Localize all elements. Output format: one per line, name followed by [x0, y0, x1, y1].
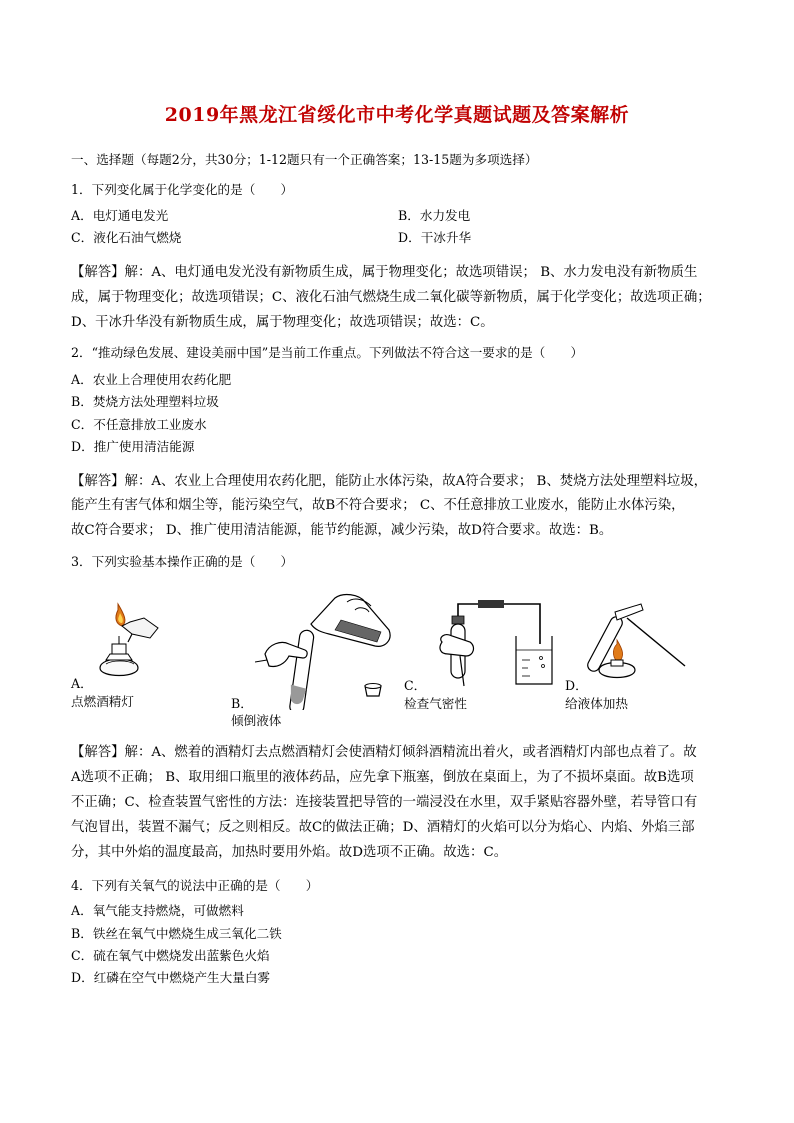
- q3-stem: 3．下列实验基本操作正确的是（ ）: [71, 554, 294, 569]
- q3-option-c-label: 检查气密性: [404, 696, 467, 711]
- q1-stem: 1．下列变化属于化学变化的是（ ）: [71, 182, 294, 197]
- q3-answer-line-4: 气泡冒出，装置不漏气；反之则相反。故C的做法正确；D、酒精灯的火焰可以分为焰心、内焰、外焰三部: [71, 820, 695, 835]
- q4-option-b: B．铁丝在氧气中燃烧生成三氧化二铁: [71, 926, 282, 941]
- q3-option-d-letter: D．: [565, 678, 588, 693]
- q4-option-c: C．硫在氧气中燃烧发出蓝紫色火焰: [71, 948, 270, 963]
- q1-answer-line-1: 【解答】解：A、电灯通电发光没有新物质生成，属于物理变化；故选项错误； B、水力发电没有新物质生: [71, 265, 698, 280]
- q3-option-b-letter: B．: [231, 696, 253, 711]
- q1-option-d: D．干冰升华: [398, 230, 472, 245]
- q1-option-c: C．液化石油气燃烧: [71, 230, 182, 245]
- q3-answer-line-5: 分，其中外焰的温度最高，加热时要用外焰。故D选项不正确。故选：C。: [71, 845, 508, 860]
- section-heading: 一、选择题（每题2分，共30分；1-12题只有一个正确答案；13-15题为多项选择）: [71, 152, 538, 167]
- q3-option-a-label: 点燃酒精灯: [71, 694, 134, 709]
- q2-answer-line-3: 故C符合要求； D、推广使用清洁能源，能节约能源，减少污染，故D符合要求。故选：B。: [71, 523, 613, 538]
- q2-option-c: C．不任意排放工业废水: [71, 417, 207, 432]
- q3-answer-line-3: 不正确；C、检查装置气密性的方法：连接装置把导管的一端浸没在水里，双手紧贴容器外壁，若导管口有: [71, 795, 698, 810]
- q2-option-d: D．推广使用清洁能源: [71, 439, 195, 454]
- q2-answer-line-1: 【解答】解：A、农业上合理使用农药化肥，能防止水体污染，故A符合要求； B、焚烧方法处理塑料垃圾，: [71, 474, 708, 489]
- q2-answer-line-2: 能产生有害气体和烟尘等，能污染空气，故B不符合要求； C、不任意排放工业废水，能防止水体污染，: [71, 498, 685, 513]
- q1-option-a: A．电灯通电发光: [71, 208, 169, 223]
- airtightness-check-figure: [420, 598, 560, 690]
- q4-stem: 4．下列有关氧气的说法中正确的是（ ）: [71, 878, 319, 893]
- q2-stem: 2．“推动绿色发展、建设美丽中国”是当前工作重点。下列做法不符合这一要求的是（ ）: [71, 345, 584, 360]
- q4-option-a: A．氧气能支持燃烧，可做燃料: [71, 903, 244, 918]
- q3-option-d-label: 给液体加热: [565, 696, 628, 711]
- q1-answer-line-2: 成，属于物理变化；故选项错误；C、液化石油气燃烧生成二氧化碳等新物质，属于化学变化；故选项正确；: [71, 290, 711, 305]
- heating-liquid-figure: [585, 594, 695, 694]
- pouring-liquid-figure: [255, 590, 395, 710]
- q4-option-d: D．红磷在空气中燃烧产生大量白雾: [71, 970, 271, 985]
- alcohol-lamp-lighting-figure: [88, 598, 178, 688]
- q1-option-b: B．水力发电: [398, 208, 471, 223]
- q3-option-c-letter: C．: [404, 678, 427, 693]
- q3-answer-line-2: A选项不正确； B、取用细口瓶里的液体药品，应先拿下瓶塞，倒放在桌面上，为了不损坏桌面。故B选项: [71, 770, 694, 785]
- page-title: 2019年黑龙江省绥化市中考化学真题试题及答案解析: [164, 104, 630, 126]
- q1-answer-line-3: D、干冰升华没有新物质生成，属于物理变化；故选项错误；故选：C。: [71, 315, 494, 330]
- q2-option-a: A．农业上合理使用农药化肥: [71, 372, 232, 387]
- q3-option-a-letter: A．: [71, 676, 93, 691]
- q3-answer-line-1: 【解答】解：A、燃着的酒精灯去点燃酒精灯会使酒精灯倾斜酒精流出着火，或者酒精灯内部也点着了。故: [71, 745, 697, 760]
- q3-option-b-label: 倾倒液体: [231, 713, 282, 728]
- q2-option-b: B．焚烧方法处理塑料垃圾: [71, 394, 219, 409]
